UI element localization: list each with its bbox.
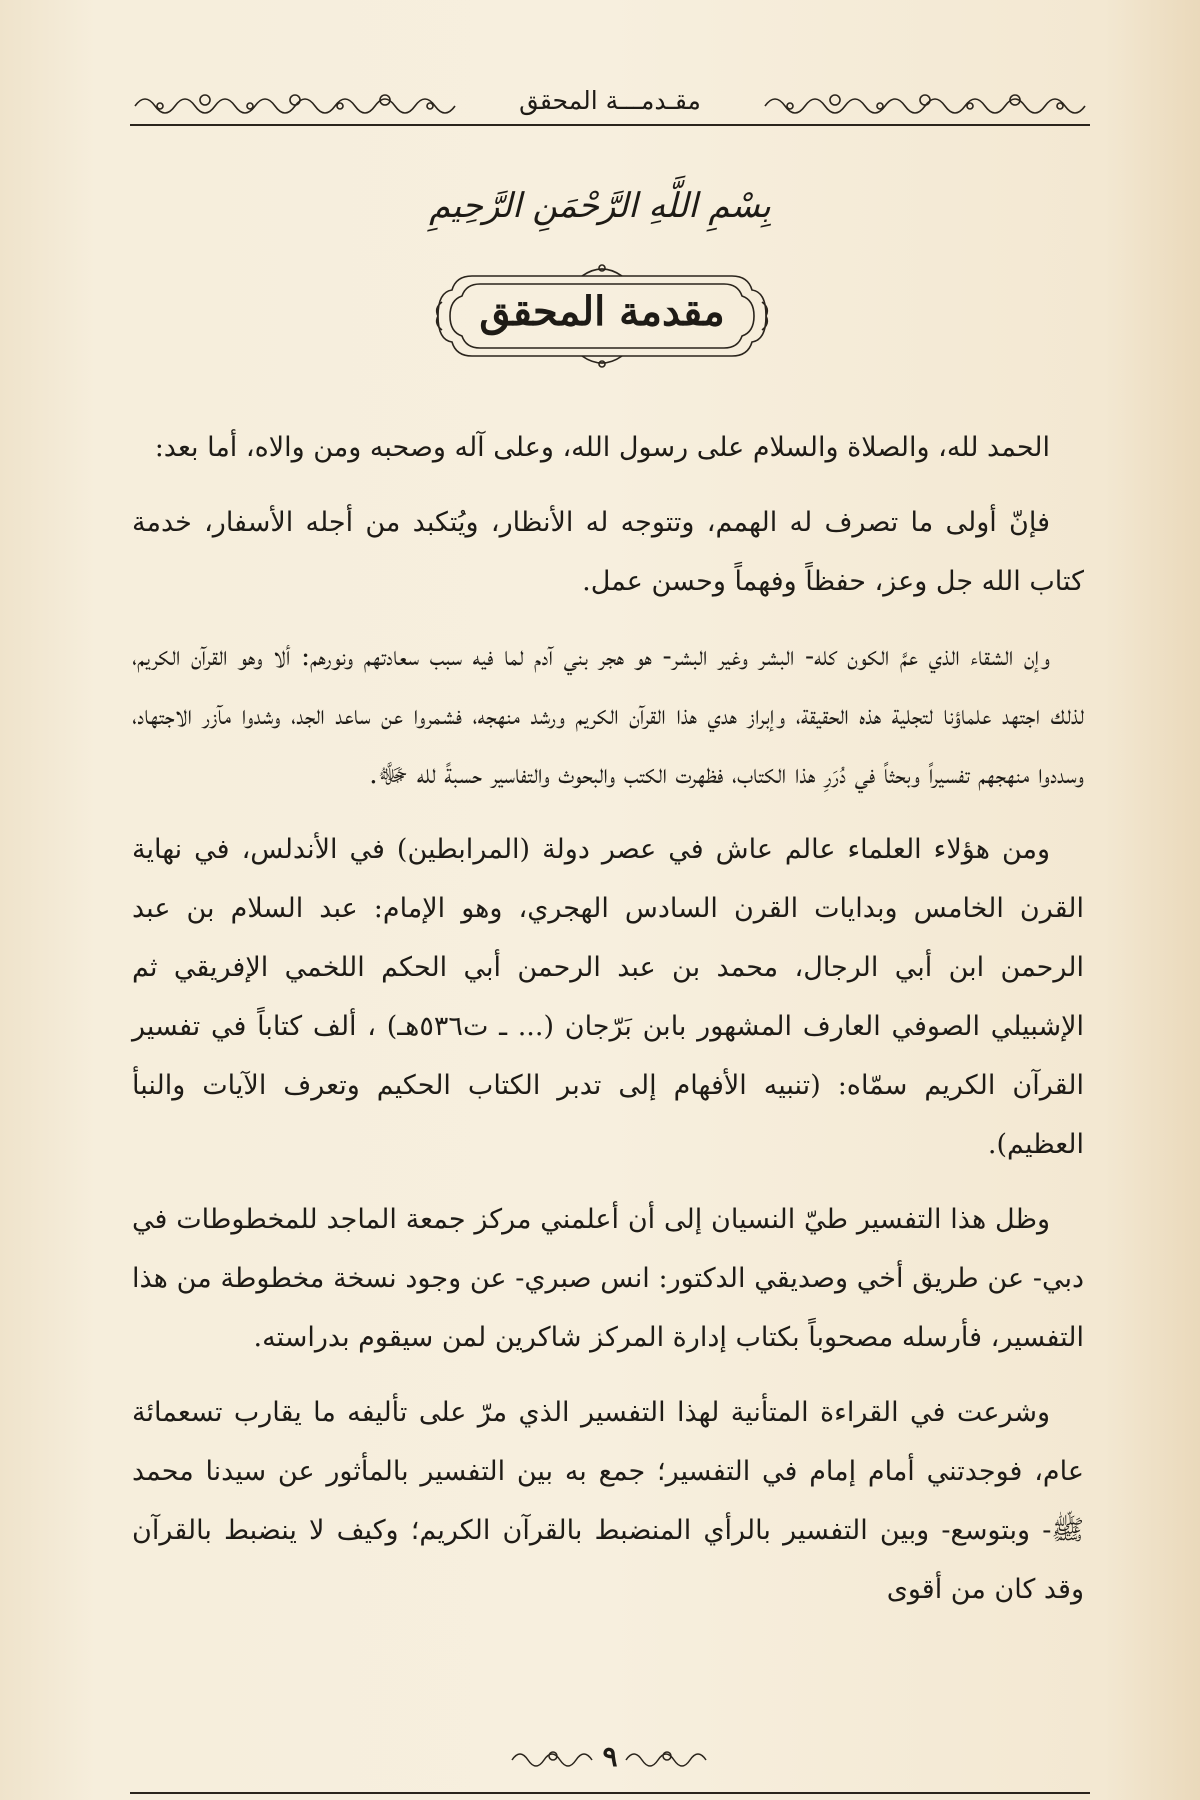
section-title: مقدمة المحقق xyxy=(479,288,725,335)
section-title-frame xyxy=(432,262,772,370)
footer-rule xyxy=(130,1792,1090,1794)
running-title: مقـدمـــة المحقق xyxy=(519,86,701,115)
paragraph: الحمد لله، والصلاة والسلام على رسول الله، وعلى آله وصحبه ومن والاه، أما بعد: xyxy=(154,432,1050,463)
paragraph: وإن الشقاء الذي عمَّ الكون كله- البشر وغير البشر- هو هجر بني آدم لما فيه سبب سعادتهم ونورهم: ألا وهو القرآن الكريم، لذلك اجتهد علماؤنا لتجلية هذه الحقيقة، وإبراز هدي هذا القرآن الكريم ورشد منهجه، فشمروا عن ساعد الجد، وشدوا مآزر الاجتهاد، وسددوا منهجهم تفسيراً وبحثاً في دُرَرِ هذا الكتاب، فظهرت الكتب والبحوث والتفاسير حسبةً لله ﷻ. xyxy=(132,641,1084,790)
footer-ornament-right xyxy=(622,1746,712,1768)
header-rule xyxy=(130,124,1090,126)
paragraph: وظل هذا التفسير طيّ النسيان إلى أن أعلمني مركز جمعة الماجد للمخطوطات في دبي- عن طريق أخي وصديقي الدكتور: انس صبري- عن وجود نسخة مخطوطة من هذا التفسير، فأرسله مصحوباً بكتاب إدارة المركز شاكرين لمن سيقوم بدراسته. xyxy=(132,1204,1084,1353)
paragraph: ومن هؤلاء العلماء عالم عاش في عصر دولة (المرابطين) في الأندلس، في نهاية القرن الخامس وبدايات القرن السادس الهجري، وهو الإمام: عبد السلام بن عبد الرحمن ابن أبي الرجال، محمد بن عبد الرحمن أبي الحكم اللخمي الإفريقي ثم الإشبيلي الصوفي العارف المشهور بابن بَرّجان (... ـ ت٥٣٦هـ) ، ألف كتاباً في تفسير القرآن الكريم سمّاه: (تنبيه الأفهام إلى تدبر الكتاب الحكيم وتعرف الآيات والنبأ العظيم). xyxy=(132,834,1084,1160)
paragraph: فإنّ أولى ما تصرف له الهمم، وتتوجه له الأنظار، ويُتكبد من أجله الأسفار، خدمة كتاب الله جل وعز، حفظاً وفهماً وحسن عمل. xyxy=(132,507,1084,597)
page-number: ٩ xyxy=(602,1740,618,1773)
paragraph: وشرعت في القراءة المتأنية لهذا التفسير الذي مرّ على تأليفه ما يقارب تسعمائة عام، فوجدتني أمام إمام في التفسير؛ جمع به بين التفسير بالمأثور عن سيدنا محمد ﷺ- وبتوسع- وبين التفسير بالرأي المنضبط بالقرآن الكريم؛ وكيف لا ينضبط بالقرآن وقد كان من أقوى xyxy=(132,1397,1084,1605)
running-header xyxy=(130,80,1090,130)
page-footer xyxy=(130,1740,1090,1790)
basmala: بِسْمِ اللَّهِ الرَّحْمَنِ الرَّحِيمِ xyxy=(429,186,771,226)
body-text xyxy=(132,418,1084,1635)
